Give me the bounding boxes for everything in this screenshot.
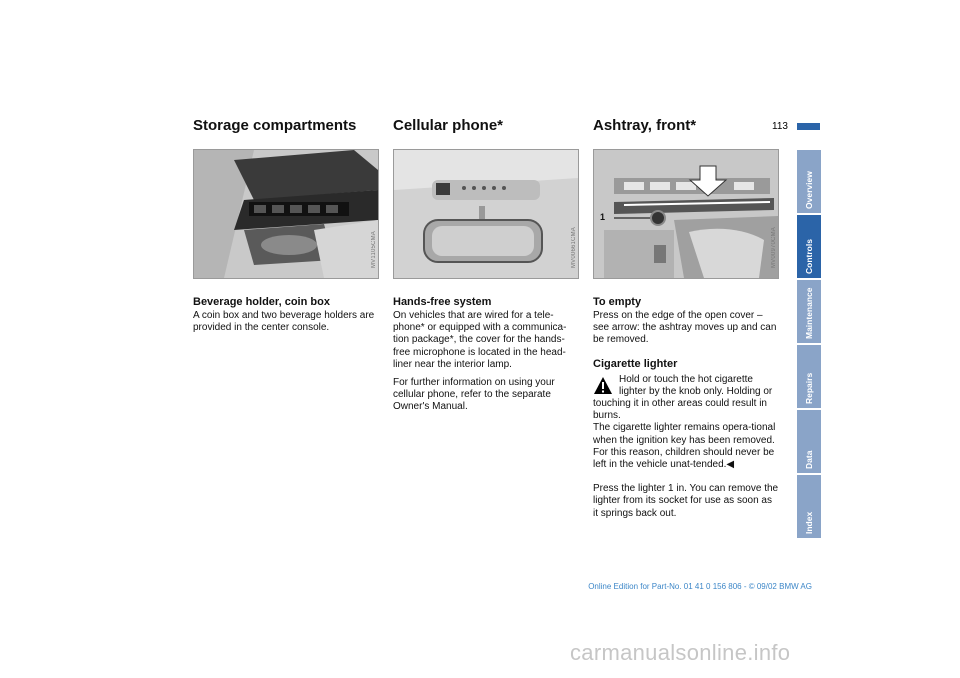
photo-ashtray: [593, 149, 779, 279]
paragraph: Press the lighter 1 in. You can remove the lighter from its socket for use as soon as it springs back out.: [593, 483, 779, 519]
image-code: MV00661CMA: [571, 226, 577, 268]
tab-label: Index: [804, 511, 814, 534]
tab-controls[interactable]: [797, 215, 821, 278]
tab-label: Repairs: [804, 372, 814, 404]
column-ashtray: [593, 114, 779, 526]
warning-block: [593, 374, 779, 472]
headliner-mirror-illustration: [394, 150, 578, 278]
tab-overview[interactable]: [797, 150, 821, 213]
paragraph: A coin box and two beverage holders are provided in the center console.: [193, 310, 375, 334]
tab-label: Controls: [804, 239, 814, 274]
photo-center-console: [193, 149, 379, 279]
tab-data[interactable]: [797, 410, 821, 473]
watermark: carmanualsonline.info: [570, 640, 791, 665]
heading-cellular-phone: Cellular phone*: [393, 117, 504, 134]
callout-label: 1: [600, 212, 606, 222]
tab-label: Overview: [804, 171, 814, 209]
column-cellular-phone: [393, 114, 579, 420]
subheading-hands-free: Hands-free system: [393, 296, 492, 308]
subheading-to-empty: To empty: [593, 296, 642, 308]
tab-index[interactable]: [797, 475, 821, 538]
tab-maintenance[interactable]: [797, 280, 821, 343]
center-console-illustration: [194, 150, 378, 278]
image-code: MV1105CMA: [371, 230, 377, 268]
image-code: MV00970CMA: [771, 226, 777, 268]
heading-ashtray: Ashtray, front*: [593, 117, 697, 134]
heading-storage: Storage compartments: [193, 117, 357, 134]
tab-repairs[interactable]: [797, 345, 821, 408]
subheading-beverage-holder: Beverage holder, coin box: [193, 296, 330, 308]
footer-edition-text: Online Edition for Part-No. 01 41 0 156 806 - © 09/02 BMW AG: [588, 582, 812, 591]
photo-headliner-microphone: [393, 149, 579, 279]
ashtray-illustration: [594, 150, 778, 278]
page-marker: [797, 123, 820, 130]
paragraph: For further information on using your cellular phone, refer to the separate Owner's Manual.: [393, 377, 555, 413]
tab-label: Maintenance: [804, 287, 814, 339]
column-storage: [193, 114, 379, 340]
warning-text: Hold or touch the hot cigarette lighter by the knob only. Holding or touching it in other areas could result in burns. The cigarette lighter remains opera-tional when the ignition key has been removed. For this reason, children should never be left in the vehicle unat-tended.◀: [593, 373, 776, 471]
paragraph: Press on the edge of the open cover – see arrow: the ashtray moves up and can be removed.: [593, 310, 777, 346]
tab-label: Data: [804, 450, 814, 469]
paragraph: On vehicles that are wired for a tele-phone* or equipped with a communica-tion package*, the cover for the hands-free microphone is located in the head-liner near the interior lamp.: [393, 310, 567, 370]
subheading-cigarette-lighter: Cigarette lighter: [593, 357, 678, 370]
page-number: 113: [772, 121, 788, 132]
warning-triangle-icon: [593, 376, 613, 395]
section-tabs: [797, 150, 821, 540]
